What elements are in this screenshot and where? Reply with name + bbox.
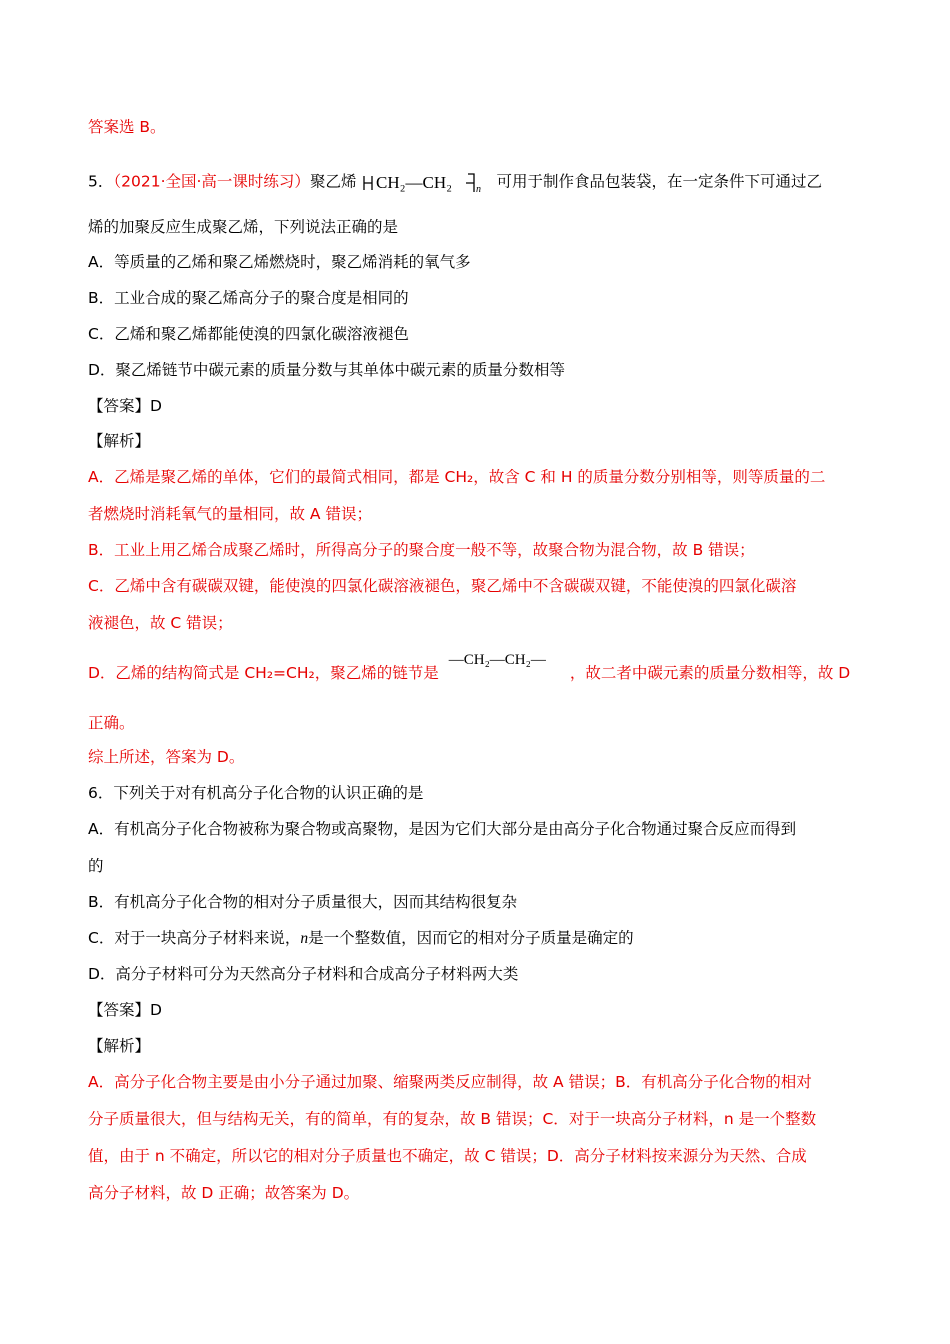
q5-answer: 【答案】D (88, 397, 162, 415)
q6-analysis-label: 【解析】 (88, 1037, 151, 1055)
q5-analysis-d-line2: 正确。 (88, 714, 135, 732)
q6-answer: 【答案】D (88, 1001, 162, 1019)
q5-analysis-b: B．工业上用乙烯合成聚乙烯时，所得高分子的聚合度一般不等，故聚合物为混合物，故 B 错误； (88, 541, 755, 559)
q5-stem-part1: 聚乙烯 (309, 172, 357, 191)
formula-n: n (476, 184, 482, 195)
q6-option-a-line1: A．有机高分子化合物被称为聚合物或高聚物，是因为它们大部分是由高分子化合物通过聚合反应而得到 (88, 820, 797, 838)
q4-answer-line: 答案选 B。 (88, 118, 166, 136)
formula-text: CH₂—CH₂ (376, 173, 453, 192)
q6-analysis-line2: 分子质量很大，但与结构无关，有的简单，有的复杂，故 B 错误；C．对于一块高分子材料，n 是一个整数 (88, 1110, 817, 1128)
q5-analysis-label: 【解析】 (88, 432, 151, 450)
q6-option-c (88, 929, 634, 949)
q6-stem: 6．下列关于对有机高分子化合物的认识正确的是 (88, 784, 424, 802)
q6-analysis-line1: A．高分子化合物主要是由小分子通过加聚、缩聚两类反应制得，故 A 错误；B．有机高分子化合物的相对 (88, 1073, 812, 1091)
q6-option-d: D．高分子材料可分为天然高分子材料和合成高分子材料两大类 (88, 965, 519, 983)
q5-analysis-d-part1: D．乙烯的结构简式是 CH₂=CH₂，聚乙烯的链节是 (88, 664, 439, 682)
q6-option-c-n: n (300, 930, 309, 947)
q5-stem-line2: 烯的加聚反应生成聚乙烯，下列说法正确的是 (88, 218, 399, 236)
q5-option-c: C．乙烯和聚乙烯都能使溴的四氯化碳溶液褪色 (88, 325, 409, 343)
q5-stem-part2: 可用于制作食品包装袋，在一定条件下可通过乙 (496, 172, 822, 191)
q5-analysis-d-part2: ，故二者中碳元素的质量分数相等，故 D (569, 664, 851, 682)
q5-option-b: B．工业合成的聚乙烯高分子的聚合度是相同的 (88, 289, 409, 307)
q5-number: 5． (88, 172, 114, 191)
q5-option-a: A．等质量的乙烯和聚乙烯燃烧时，聚乙烯消耗的氧气多 (88, 253, 471, 271)
q5-analysis-c-line2: 液褪色，故 C 错误； (88, 614, 233, 632)
q6-analysis-line3: 值，由于 n 不确定，所以它的相对分子质量也不确定，故 C 错误；D．高分子材料按来源分为天然、合成 (88, 1147, 807, 1165)
q6-analysis-line4: 高分子材料，故 D 正确；故答案为 D。 (88, 1184, 360, 1202)
q5-analysis-c-line1: C．乙烯中含有碳碳双键，能使溴的四氯化碳溶液褪色，聚乙烯中不含碳碳双键，不能使溴的四氯化碳溶 (88, 577, 797, 595)
q5-summary: 综上所述，答案为 D。 (88, 748, 245, 766)
q6-option-c-prefix: C．对于一块高分子材料来说， (88, 929, 301, 947)
q5-analysis-a-line2: 者燃烧时消耗氧气的量相同，故 A 错误； (88, 505, 372, 523)
q5-option-d: D．聚乙烯链节中碳元素的质量分数与其单体中碳元素的质量分数相等 (88, 361, 565, 379)
polyethylene-formula (360, 164, 492, 200)
q5-analysis-d-line1 (88, 652, 851, 683)
chain-unit-formula: —CH₂—CH₂— (448, 652, 546, 668)
q6-option-b: B．有机高分子化合物的相对分子质量很大，因而其结构很复杂 (88, 893, 518, 911)
q5-stem-line1 (88, 164, 822, 200)
q5-source: （2021·全国·高一课时练习） (113, 172, 310, 191)
q6-option-c-suffix: 是一个整数值，因而它的相对分子质量是确定的 (308, 929, 634, 947)
q6-option-a-line2: 的 (88, 857, 104, 875)
q5-analysis-a-line1: A．乙烯是聚乙烯的单体，它们的最简式相同，都是 CH₂，故含 C 和 H 的质量分数分别相等，则等质量的二 (88, 468, 826, 486)
